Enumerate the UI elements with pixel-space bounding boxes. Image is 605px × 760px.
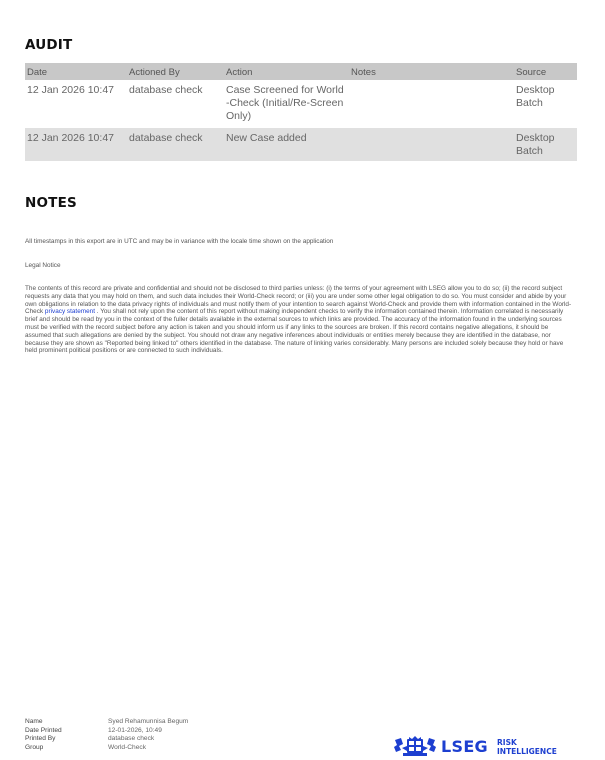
privacy-statement-link[interactable]: privacy statement xyxy=(44,308,95,316)
cell-source: Desktop Batch xyxy=(514,128,577,161)
lseg-crest-icon xyxy=(393,736,437,758)
cell-date: 12 Jan 2026 10:47 xyxy=(25,128,127,161)
legal-text-part-1: The contents of this record are private and confidential and should not be disclosed to third parties unless: (i) the terms of your agreement with LSEG allow you to do so; (ii) the record subject requests any data that you may hold on them, and such data includes their World-Check record; or (iii) you are under some other legal obligation to do so. You must consider and abide by your own obligations in relation to the data privacy rights of individuals and must notify them of your intention to search against World-Check and provide them with information contained in the World-Check xyxy=(25,285,572,316)
utc-note: All timestamps in this export are in UTC and may be in variance with the locale time shown on the application xyxy=(25,238,334,245)
legal-notice-title: Legal Notice xyxy=(25,262,61,269)
audit-heading: AUDIT xyxy=(25,37,73,53)
audit-table xyxy=(25,63,577,161)
column-header-action[interactable]: Action xyxy=(224,63,349,80)
legal-notice-text xyxy=(25,285,575,355)
group-value: World-Check xyxy=(108,743,146,751)
legal-text-part-2: . You shall not rely upon the content of this report without making independent checks to verify the information contained therein. Information correlated is necessarily brief and should be read by you in the context of the fuller details available in the external sources to which links are provided. The accuracy of the information found in the underlying sources must be verified with the record subject before any action is taken and you should inform us if any links to the sources are broken. If this record contains negative allegations, it should be assumed that such allegations are denied by the subject. You should not draw any negative inferences about individuals or entities merely because they are identified in the database, nor because they are shown as "Reported being linked to" others identified in the database. The nature of linking varies considerably. Many persons are included solely because they hold or have held prominent political positions or are connected to such individuals. xyxy=(25,308,564,355)
printed-by-value: database check xyxy=(108,735,155,742)
table-row xyxy=(25,80,577,126)
cell-action xyxy=(224,80,349,126)
action-text: Case Screened for World-Check (Initial/Re-Screen Only) xyxy=(226,84,344,122)
date-printed-value: 12-01-2026, 10:49 xyxy=(108,726,162,734)
logo-subtitle-line-1: RISK xyxy=(497,738,517,747)
column-header-notes[interactable]: Notes xyxy=(349,63,514,80)
logo-subtitle-line-2: INTELLIGENCE xyxy=(497,746,557,756)
column-header-source[interactable]: Source xyxy=(514,63,577,80)
printed-by-label: Printed By xyxy=(25,735,56,742)
date-printed-label: Date Printed xyxy=(25,726,62,734)
table-row xyxy=(25,128,577,161)
audit-header-row xyxy=(25,63,577,80)
logo-subtitle xyxy=(497,739,557,756)
name-label: Name xyxy=(25,718,43,725)
column-header-date[interactable]: Date xyxy=(25,63,127,80)
cell-notes xyxy=(349,80,514,126)
cell-actioned-by: database check xyxy=(127,128,224,161)
group-label: Group xyxy=(25,743,44,751)
name-value: Syed Rehamunnisa Begum xyxy=(108,718,189,725)
notes-heading: NOTES xyxy=(25,195,77,211)
cell-date: 12 Jan 2026 10:47 xyxy=(25,80,127,126)
column-header-actioned-by[interactable]: Actioned By xyxy=(127,63,224,80)
cell-notes xyxy=(349,128,514,161)
logo-wordmark: LSEG xyxy=(441,737,488,756)
cell-source: Desktop Batch xyxy=(514,80,577,126)
lseg-logo xyxy=(393,736,568,760)
cell-actioned-by: database check xyxy=(127,80,224,126)
cell-action: New Case added xyxy=(224,128,349,161)
